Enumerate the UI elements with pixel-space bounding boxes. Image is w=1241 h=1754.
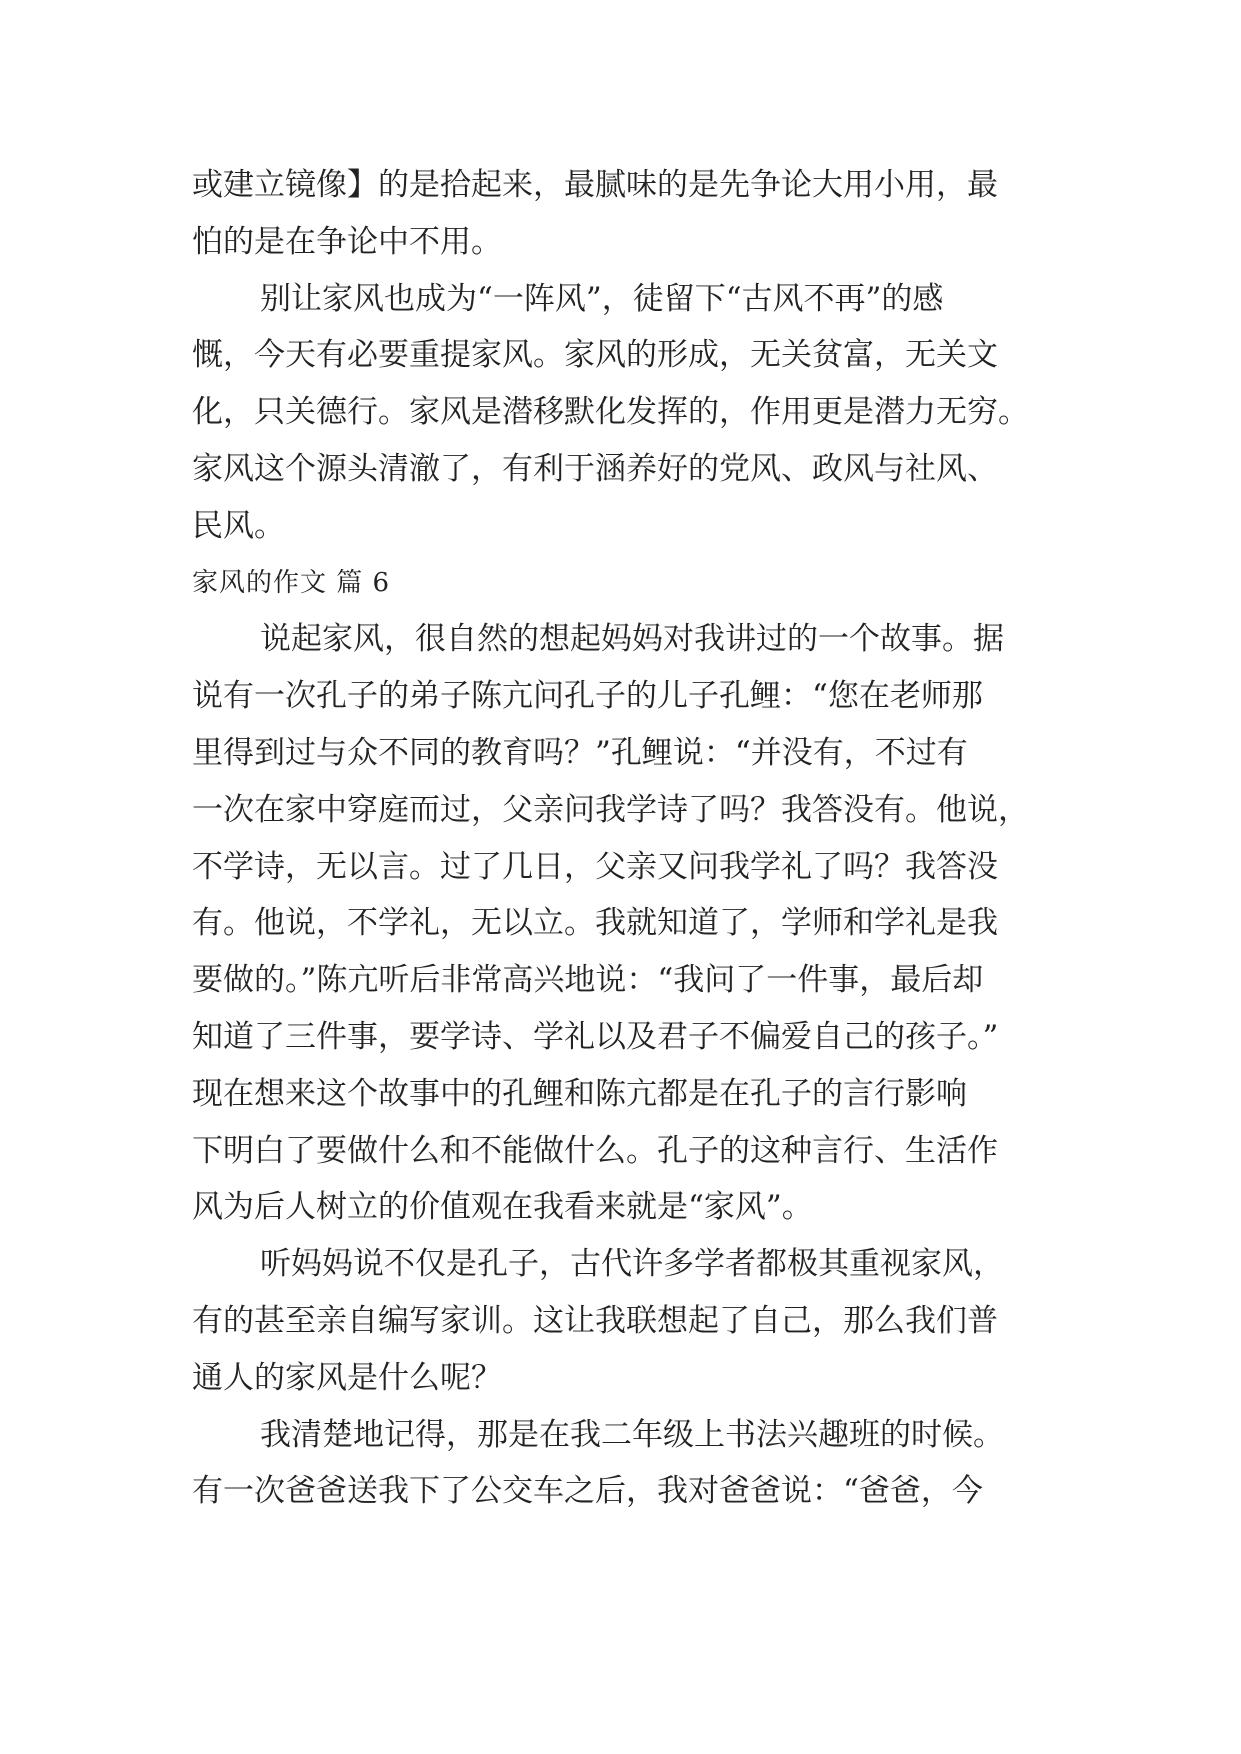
text-line: 知道了三件事，要学诗、学礼以及君子不偏爱自己的孩子。”	[192, 1018, 999, 1055]
text-line: 要做的。”陈亢听后非常高兴地说：“我问了一件事，最后却	[192, 962, 984, 999]
text-line: 听妈妈说不仅是孔子，古代许多学者都极其重视家风，	[260, 1246, 1004, 1283]
text-line: 一次在家中穿庭而过，父亲问我学诗了吗？我答没有。他说，	[192, 791, 1029, 828]
text-line: 我清楚地记得，那是在我二年级上书法兴趣班的时候。	[260, 1416, 1004, 1453]
text-line: 现在想来这个故事中的孔鲤和陈亢都是在孔子的言行影响	[192, 1075, 967, 1112]
text-line: 化，只关德行。家风是潜移默化发挥的，作用更是潜力无穷。	[192, 394, 1029, 431]
text-line: 风为后人树立的价值观在我看来就是“家风”。	[192, 1189, 813, 1226]
text-line: 通人的家风是什么呢？	[192, 1359, 502, 1396]
text-line: 不学诗，无以言。过了几日，父亲又问我学礼了吗？我答没	[192, 848, 998, 885]
text-line: 里得到过与众不同的教育吗？”孔鲤说：“并没有，不过有	[192, 734, 968, 771]
text-line: 别让家风也成为“一阵风”，徒留下“古风不再”的感	[260, 280, 944, 317]
text-line: 或建立镜像】的是拾起来，最腻味的是先争论大用小用，最	[192, 167, 998, 203]
text-line: 有。他说，不学礼，无以立。我就知道了，学师和学礼是我	[192, 905, 998, 942]
text-line: 说有一次孔子的弟子陈亢问孔子的儿子孔鲤：“您在老师那	[192, 678, 983, 715]
text-line: 有一次爸爸送我下了公交车之后，我对爸爸说：“爸爸，今	[192, 1473, 983, 1510]
text-line: 有的甚至亲自编写家训。这让我联想起了自己，那么我们普	[192, 1302, 998, 1339]
text-line: 说起家风，很自然的想起妈妈对我讲过的一个故事。据	[260, 621, 1004, 658]
text-line: 下明白了要做什么和不能做什么。孔子的这种言行、生活作	[192, 1132, 998, 1169]
text-line: 怕的是在争论中不用。	[192, 223, 502, 260]
text-line: 民风。	[192, 507, 285, 544]
section-heading: 家风的作文 篇 6	[192, 567, 391, 598]
text-line: 家风这个源头清澈了，有利于涵养好的党风、政风与社风、	[192, 450, 998, 487]
document-body	[192, 157, 1072, 1520]
text-line: 慨，今天有必要重提家风。家风的形成，无关贫富，无关文	[192, 337, 998, 374]
